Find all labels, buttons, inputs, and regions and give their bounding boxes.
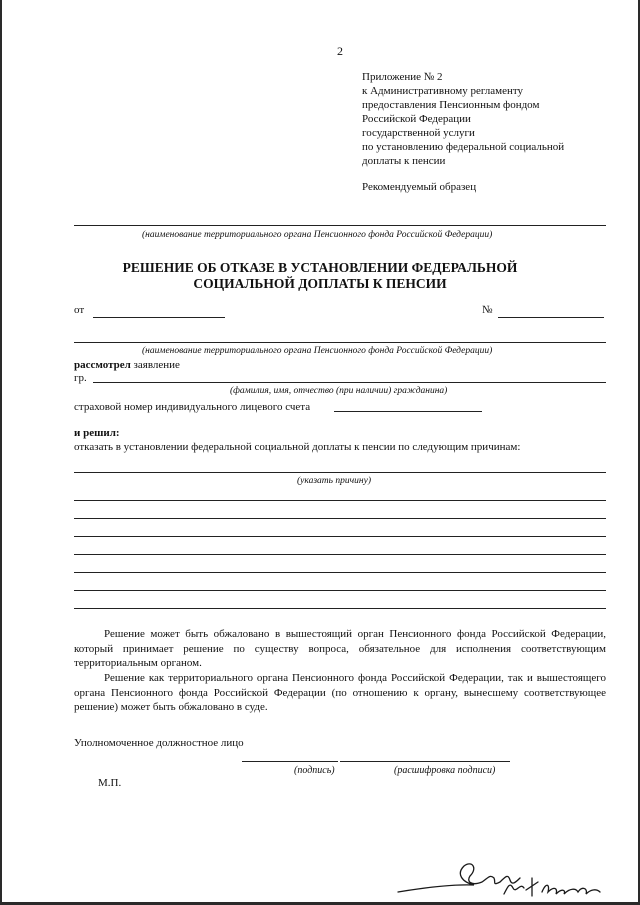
refuse-text: отказать в установлении федеральной социальной доплаты к пенсии по следующим причинам: bbox=[74, 441, 521, 453]
reason-line[interactable] bbox=[74, 554, 606, 555]
appendix-title: Приложение № 2 bbox=[362, 71, 443, 83]
date-field[interactable] bbox=[93, 317, 225, 318]
reason-line[interactable] bbox=[74, 472, 606, 473]
reason-line[interactable] bbox=[74, 608, 606, 609]
organ-name-line[interactable] bbox=[74, 225, 606, 226]
court-paragraph: Решение как территориального органа Пенсионного фонда Российской Федерации, так и вышестоящего органа Пенсионного фонда Российской Федерации (по отношению к органу, вынесшему соответствующее решение) может быть обжаловано в суде. bbox=[74, 672, 606, 713]
appeal-paragraph: Решение может быть обжаловано в вышестоящий орган Пенсионного фонда Российской Федерации, который принимает решение по существу вопроса, обязательное для исполнения соответствующим территориальным органом. bbox=[74, 628, 606, 669]
appendix-line: к Административному регламенту bbox=[362, 85, 524, 97]
document-title-line2: СОЦИАЛЬНОЙ ДОПЛАТЫ К ПЕНСИИ bbox=[193, 276, 447, 291]
number-label: № bbox=[482, 304, 493, 316]
appendix-block bbox=[362, 70, 564, 168]
signature-hint: (подпись) bbox=[294, 765, 335, 776]
page-number: 2 bbox=[337, 44, 343, 58]
decoding-field[interactable] bbox=[340, 761, 510, 762]
appendix-line: доплаты к пенсии bbox=[362, 155, 446, 167]
reason-hint: (указать причину) bbox=[297, 476, 371, 486]
appendix-line: предоставления Пенсионным фондом bbox=[362, 99, 540, 111]
organ-name-hint: (наименование территориального органа Пенсионного фонда Российской Федерации) bbox=[142, 230, 493, 240]
sample-note: Рекомендуемый образец bbox=[362, 181, 477, 193]
reason-line[interactable] bbox=[74, 518, 606, 519]
citizen-hint: (фамилия, имя, отчество (при наличии) гражданина) bbox=[230, 386, 448, 396]
citizen-label: гр. bbox=[74, 372, 87, 384]
decoding-hint: (расшифровка подписи) bbox=[394, 765, 496, 776]
date-label: от bbox=[74, 304, 85, 316]
organ-name-line-2[interactable] bbox=[74, 342, 606, 343]
official-label: Уполномоченное должностное лицо bbox=[74, 737, 244, 749]
reason-line[interactable] bbox=[74, 500, 606, 501]
number-field[interactable] bbox=[498, 317, 604, 318]
insurance-label: страховой номер индивидуального лицевого счета bbox=[74, 401, 311, 413]
reason-line[interactable] bbox=[74, 572, 606, 573]
considered-rest: заявление bbox=[133, 359, 180, 371]
document-title-line1: РЕШЕНИЕ ОБ ОТКАЗЕ В УСТАНОВЛЕНИИ ФЕДЕРАЛЬНОЙ bbox=[122, 260, 518, 275]
appendix-line: по установлению федеральной социальной bbox=[362, 141, 565, 153]
scan-edge-left bbox=[0, 0, 2, 905]
handwritten-signature bbox=[392, 852, 608, 902]
organ-name-hint-2: (наименование территориального органа Пенсионного фонда Российской Федерации) bbox=[142, 346, 493, 356]
reason-line[interactable] bbox=[74, 536, 606, 537]
stamp-label: М.П. bbox=[98, 777, 122, 789]
decided-label: и решил: bbox=[74, 427, 120, 439]
appendix-line: государственной услуги bbox=[362, 127, 475, 139]
citizen-name-field[interactable] bbox=[93, 382, 606, 383]
appendix-line: Российской Федерации bbox=[362, 113, 471, 125]
considered-bold: рассмотрел bbox=[74, 359, 131, 371]
insurance-number-field[interactable] bbox=[334, 411, 482, 412]
reason-line[interactable] bbox=[74, 590, 606, 591]
signature-field[interactable] bbox=[242, 761, 338, 762]
considered-label bbox=[74, 358, 180, 372]
